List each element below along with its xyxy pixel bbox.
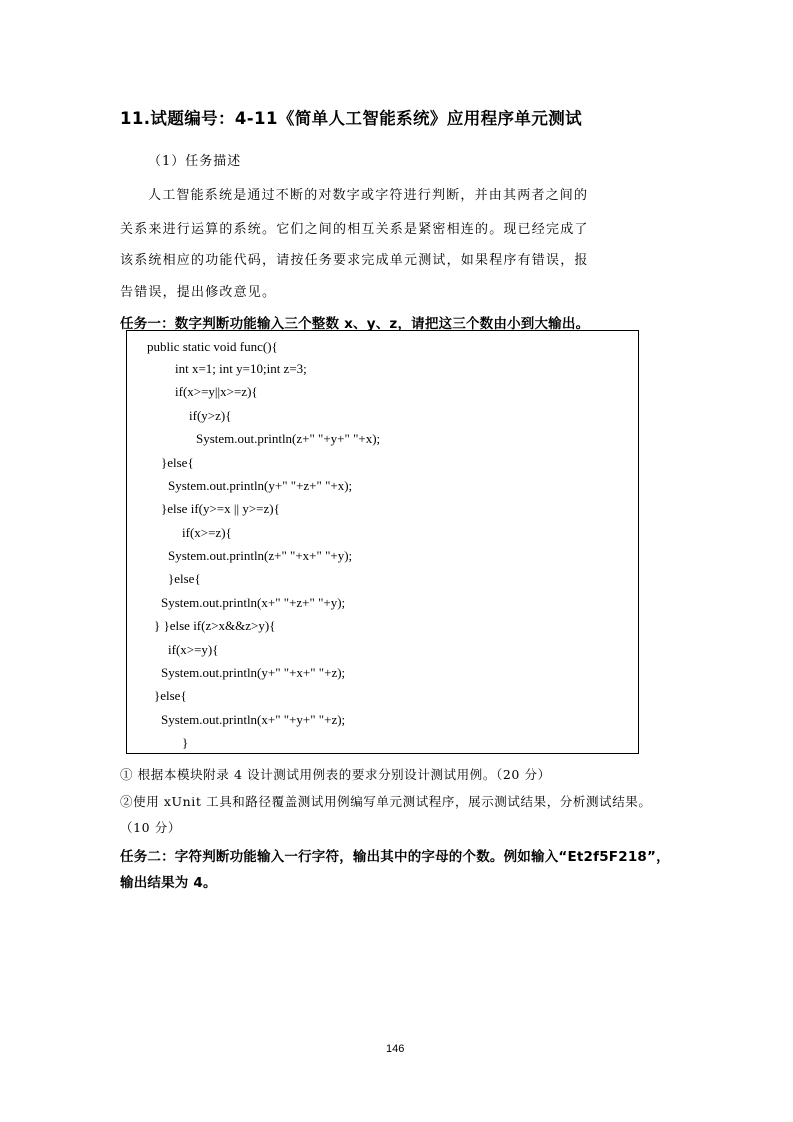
section-heading: （1）任务描述 <box>148 154 242 169</box>
code-line: } <box>182 735 189 750</box>
code-line: if(y>z){ <box>189 408 232 423</box>
description-line: 人工智能系统是通过不断的对数字或字符进行判断，并由其两者之间的 <box>148 188 589 203</box>
code-line: }else{ <box>161 455 194 470</box>
page-number: 146 <box>386 1043 405 1055</box>
code-line: System.out.println(y+" "+z+" "+x); <box>168 478 353 493</box>
code-line: if(x>=y){ <box>168 642 219 657</box>
task-two-heading: 任务二：字符判断功能输入一行字符，输出其中的字母的个数。例如输入“Et2f5F218”， <box>120 849 670 865</box>
description-line: 关系来进行运算的系统。它们之间的相互关系是紧密相连的。现已经完成了 <box>120 222 589 237</box>
code-line: }else if(y>=x || y>=z){ <box>161 501 280 516</box>
code-line: System.out.println(x+" "+y+" "+z); <box>161 712 346 727</box>
code-line: if(x>=y||x>=z){ <box>175 384 258 399</box>
code-line: }else{ <box>154 688 187 703</box>
requirement-note: ②使用 xUnit 工具和路径覆盖测试用例编写单元测试程序，展示测试结果，分析测试结果。 <box>120 794 652 809</box>
requirement-note: （10 分） <box>120 820 181 835</box>
code-line: if(x>=z){ <box>182 525 232 540</box>
code-line: }else{ <box>168 571 201 586</box>
description-line: 告错误，提出修改意见。 <box>120 285 277 300</box>
code-line: int x=1; int y=10;int z=3; <box>175 361 307 376</box>
code-line: System.out.println(z+" "+y+" "+x); <box>196 431 381 446</box>
question-title: 11.试题编号：4-11《简单人工智能系统》应用程序单元测试 <box>120 109 583 128</box>
description-line: 该系统相应的功能代码，请按任务要求完成单元测试，如果程序有错误，报 <box>120 253 589 268</box>
requirement-note: ① 根据本模块附录 4 设计测试用例表的要求分别设计测试用例。（20 分） <box>120 767 551 782</box>
code-line: System.out.println(x+" "+z+" "+y); <box>161 595 346 610</box>
code-line: public static void func(){ <box>147 339 278 354</box>
task-two-heading: 输出结果为 4。 <box>120 875 217 891</box>
code-line: System.out.println(z+" "+x+" "+y); <box>168 548 353 563</box>
task-one-heading: 任务一：数字判断功能输入三个整数 x、y、z，请把这三个数由小到大输出。 <box>120 316 590 332</box>
code-block <box>126 330 639 754</box>
code-line: } }else if(z>x&&z>y){ <box>154 618 276 633</box>
code-line: System.out.println(y+" "+x+" "+z); <box>161 665 346 680</box>
